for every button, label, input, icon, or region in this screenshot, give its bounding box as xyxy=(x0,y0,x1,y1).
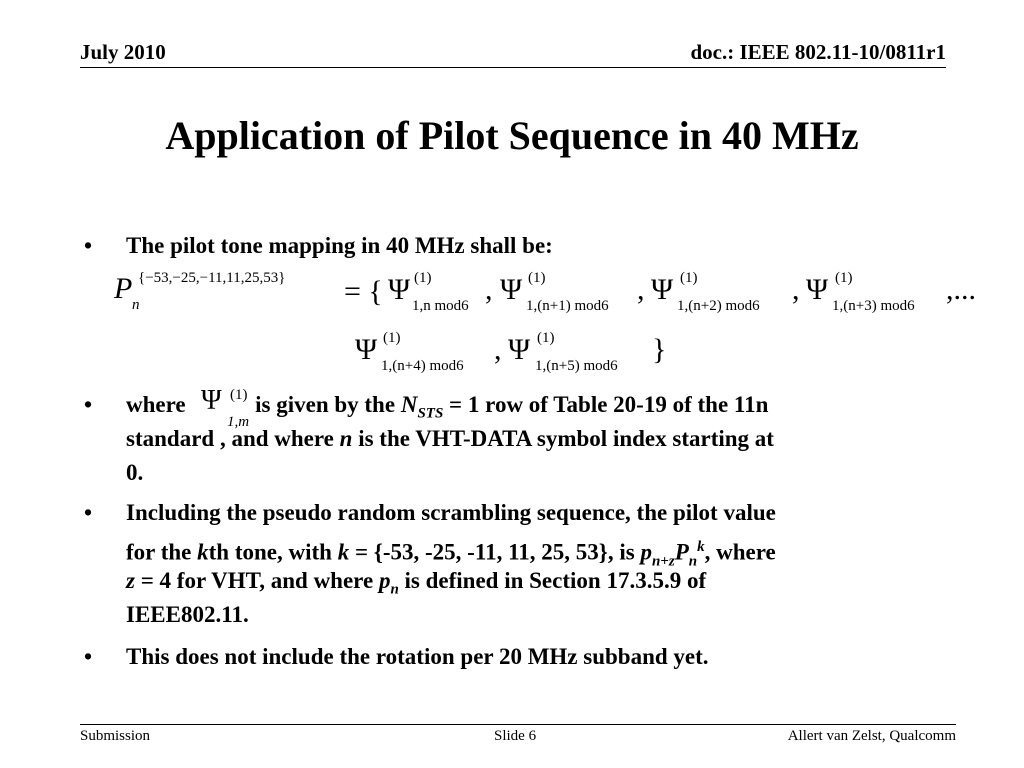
eq-psi-4-sub: 1,(n+3) mod6 xyxy=(832,298,915,314)
eq-psi-6: Ψ xyxy=(508,333,531,366)
eq-psi-3: Ψ xyxy=(651,273,674,306)
eq-psi-5: Ψ xyxy=(355,333,378,366)
bullet-dot: • xyxy=(84,644,93,669)
eq-psi-5-sup: (1) xyxy=(383,330,401,346)
bullet-2-text: where is given by the $N_{STS} = 1$ row of Table 20-19 of the 11n Ψ (1) 1,m standard , and where n is the VHT-DATA symbol index starting at 0. xyxy=(126,388,946,490)
bullet-2 xyxy=(84,385,944,488)
bullet-dot: • xyxy=(84,233,93,258)
psi-m-sub: 1,m xyxy=(227,414,250,430)
footer-divider xyxy=(80,724,956,725)
eq-psi-4-sup: (1) xyxy=(835,270,853,286)
eq-psi-5-sub: 1,(n+4) mod6 xyxy=(381,358,464,374)
header-date: July 2010 xyxy=(80,40,166,64)
eq-psi-1-sub: 1,n mod6 xyxy=(412,298,469,314)
eq-P-sup: {−53,−25,−11,11,25,53} xyxy=(138,270,286,286)
footer-slide-number: Slide 6 xyxy=(494,728,537,744)
header-divider xyxy=(80,67,946,68)
eq-psi-2: Ψ xyxy=(500,273,523,306)
eq-close: } xyxy=(652,333,667,366)
eq-psi-6-sup: (1) xyxy=(537,330,555,346)
eq-psi-1-sup: (1) xyxy=(414,270,432,286)
bullet-3-text: Including the pseudo random scrambling sequence, the pilot value for the kth tone, with k = {-53, -25, -11, 11, 25, 53}, is $p_{n+z}P_n^k$, where z = 4 for VHT, and where $p_n$ is defined in Section 17.3.5.9 of IEEE802.11. xyxy=(126,500,776,627)
eq-ellipsis: ,... xyxy=(946,273,976,306)
psi-m-symbol: Ψ xyxy=(201,385,222,416)
bullet-dot: • xyxy=(84,500,93,525)
slide-title: Application of Pilot Sequence in 40 MHz xyxy=(165,113,859,158)
eq-psi-4: Ψ xyxy=(806,273,829,306)
eq-psi-2-sub: 1,(n+1) mod6 xyxy=(526,298,609,314)
bullet-1-text: The pilot tone mapping in 40 MHz shall be: xyxy=(126,233,553,258)
header-doc-id: doc.: IEEE 802.11-10/0811r1 xyxy=(690,40,946,64)
bullet-dot: • xyxy=(84,392,93,417)
bullet-4-text: This does not include the rotation per 20 MHz subband yet. xyxy=(126,644,709,669)
eq-P: P xyxy=(114,272,133,305)
eq-psi-1: Ψ xyxy=(388,273,411,306)
bullet-3 xyxy=(84,496,944,636)
eq-open: = { xyxy=(344,275,383,308)
eq-comma: , xyxy=(485,273,493,306)
eq-comma: , xyxy=(792,273,800,306)
eq-psi-3-sub: 1,(n+2) mod6 xyxy=(677,298,760,314)
footer-author: Allert van Zelst, Qualcomm xyxy=(787,728,956,744)
eq-comma: , xyxy=(494,333,502,366)
psi-m-sup: (1) xyxy=(230,387,248,403)
eq-P-sub: n xyxy=(132,297,140,313)
eq-psi-2-sup: (1) xyxy=(528,270,546,286)
footer-submission: Submission xyxy=(80,728,151,744)
eq-comma: , xyxy=(637,273,645,306)
eq-psi-6-sub: 1,(n+5) mod6 xyxy=(535,358,618,374)
eq-psi-3-sup: (1) xyxy=(680,270,698,286)
